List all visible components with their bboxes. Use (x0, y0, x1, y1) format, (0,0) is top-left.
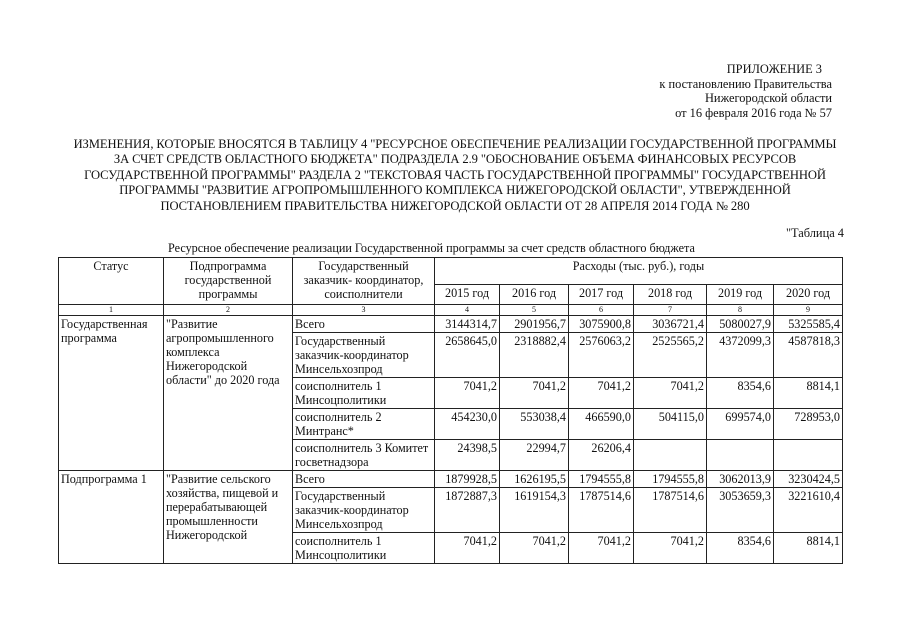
row-value: 3053659,3 (707, 488, 774, 533)
row-value: 699574,0 (707, 409, 774, 440)
row-value: 8354,6 (707, 378, 774, 409)
row-value: 7041,2 (569, 533, 634, 564)
row-value: 1794555,8 (634, 471, 707, 488)
row-value: 7041,2 (500, 378, 569, 409)
row-value: 454230,0 (435, 409, 500, 440)
column-number: 1 (59, 305, 164, 316)
row-value: 3221610,4 (774, 488, 843, 533)
row-value: 2525565,2 (634, 333, 707, 378)
row-value: 553038,4 (500, 409, 569, 440)
row-value: 7041,2 (634, 533, 707, 564)
table-row (59, 316, 843, 333)
row-value: 7041,2 (435, 378, 500, 409)
row-status: Государственная программа (59, 316, 164, 471)
row-value: 3036721,4 (634, 316, 707, 333)
row-value: 4372099,3 (707, 333, 774, 378)
row-value: 26206,4 (569, 440, 634, 471)
row-customer: соисполнитель 3 Комитет госветнадзора (293, 440, 435, 471)
row-value (634, 440, 707, 471)
row-value: 2658645,0 (435, 333, 500, 378)
document-heading: ИЗМЕНЕНИЯ, КОТОРЫЕ ВНОСЯТСЯ В ТАБЛИЦУ 4 "РЕСУРСНОЕ ОБЕСПЕЧЕНИЕ РЕАЛИЗАЦИИ ГОСУДАРСТВЕННОЙ ПРОГРАММЫ ЗА СЧЕТ СРЕДСТВ ОБЛАСТНОГО БЮДЖЕТА" ПОДРАЗДЕЛА 2.9 "ОБОСНОВАНИЕ ОБЪЕМА ФИНАНСОВЫХ РЕСУРСОВ ГОСУДАРСТВЕННОЙ ПРОГРАММЫ" РАЗДЕЛА 2 "ТЕКСТОВАЯ ЧАСТЬ ГОСУДАРСТВЕННОЙ ПРОГРАММЫ" ГОСУДАРСТВЕННОЙ ПРОГРАММЫ "РАЗВИТИЕ АГРОПРОМЫШЛЕННОГО КОМПЛЕКСА НИЖЕГОРОДСКОЙ ОБЛАСТИ", УТВЕРЖДЕННОЙ ПОСТАНОВЛЕНИЕМ ПРАВИТЕЛЬСТВА НИЖЕГОРОДСКОЙ ОБЛАСТИ ОТ 28 АПРЕЛЯ 2014 ГОДА № 280 (73, 137, 837, 213)
row-value: 24398,5 (435, 440, 500, 471)
row-customer: Государственный заказчик-координатор Минсельхозпрод (293, 488, 435, 533)
resource-table (58, 257, 843, 564)
header-year: 2019 год (707, 285, 774, 305)
row-value: 2318882,4 (500, 333, 569, 378)
row-value: 1879928,5 (435, 471, 500, 488)
row-value: 466590,0 (569, 409, 634, 440)
row-value: 3230424,5 (774, 471, 843, 488)
annex-region: Нижегородской области (704, 91, 832, 106)
row-value: 3144314,7 (435, 316, 500, 333)
row-value: 1619154,3 (500, 488, 569, 533)
row-value: 7041,2 (634, 378, 707, 409)
row-value: 504115,0 (634, 409, 707, 440)
column-number-row (59, 305, 843, 316)
row-value: 7041,2 (435, 533, 500, 564)
row-value: 8354,6 (707, 533, 774, 564)
column-number: 6 (569, 305, 634, 316)
row-value: 1626195,5 (500, 471, 569, 488)
annex-title: ПРИЛОЖЕНИЕ 3 (726, 62, 822, 76)
header-year: 2017 год (569, 285, 634, 305)
row-value: 4587818,3 (774, 333, 843, 378)
row-customer: соисполнитель 1 Минсоцполитики (293, 533, 435, 564)
annex-ref: к постановлению Правительства (659, 76, 832, 91)
row-value: 8814,1 (774, 378, 843, 409)
column-number: 2 (164, 305, 293, 316)
row-status: Подпрограмма 1 (59, 471, 164, 564)
header-customer: Государственный заказчик- координатор, соисполнители (293, 258, 435, 305)
row-value: 1794555,8 (569, 471, 634, 488)
column-number: 4 (435, 305, 500, 316)
column-number: 3 (293, 305, 435, 316)
annex-block (592, 62, 832, 120)
row-customer: Государственный заказчик-координатор Минсельхозпрод (293, 333, 435, 378)
row-value: 1787514,6 (569, 488, 634, 533)
row-value: 3062013,9 (707, 471, 774, 488)
column-number: 9 (774, 305, 843, 316)
row-value: 5325585,4 (774, 316, 843, 333)
row-customer: соисполнитель 1 Минсоцполитики (293, 378, 435, 409)
row-value (707, 440, 774, 471)
table-label: "Таблица 4 (785, 226, 844, 240)
column-number: 7 (634, 305, 707, 316)
header-year: 2016 год (500, 285, 569, 305)
row-customer: соисполнитель 2 Минтранс* (293, 409, 435, 440)
row-value: 8814,1 (774, 533, 843, 564)
header-year: 2018 год (634, 285, 707, 305)
header-subprogram: Подпрограмма государственной программы (164, 258, 293, 305)
row-value (774, 440, 843, 471)
row-value: 7041,2 (569, 378, 634, 409)
row-value: 1787514,6 (634, 488, 707, 533)
row-value: 3075900,8 (569, 316, 634, 333)
header-expenses: Расходы (тыс. руб.), годы (435, 258, 843, 285)
row-value: 2901956,7 (500, 316, 569, 333)
row-value: 728953,0 (774, 409, 843, 440)
column-number: 8 (707, 305, 774, 316)
table-caption: Ресурсное обеспечение реализации Государственной программы за счет средств областного бюджета (168, 241, 695, 255)
header-year: 2015 год (435, 285, 500, 305)
row-value: 22994,7 (500, 440, 569, 471)
row-value: 1872887,3 (435, 488, 500, 533)
header-year: 2020 год (774, 285, 843, 305)
table-row (59, 471, 843, 488)
header-status: Статус (59, 258, 164, 305)
row-subprogram-name: "Развитие сельского хозяйства, пищевой и перерабатывающей промышленности Нижегородской (164, 471, 293, 564)
row-value: 5080027,9 (707, 316, 774, 333)
row-subprogram-name: "Развитие агропромышленного комплекса Нижегородской области" до 2020 года (164, 316, 293, 471)
row-value: 7041,2 (500, 533, 569, 564)
row-customer: Всего (293, 471, 435, 488)
header-row (59, 258, 843, 285)
row-customer: Всего (293, 316, 435, 333)
column-number: 5 (500, 305, 569, 316)
annex-date: от 16 февраля 2016 года № 57 (675, 105, 832, 120)
row-value: 2576063,2 (569, 333, 634, 378)
